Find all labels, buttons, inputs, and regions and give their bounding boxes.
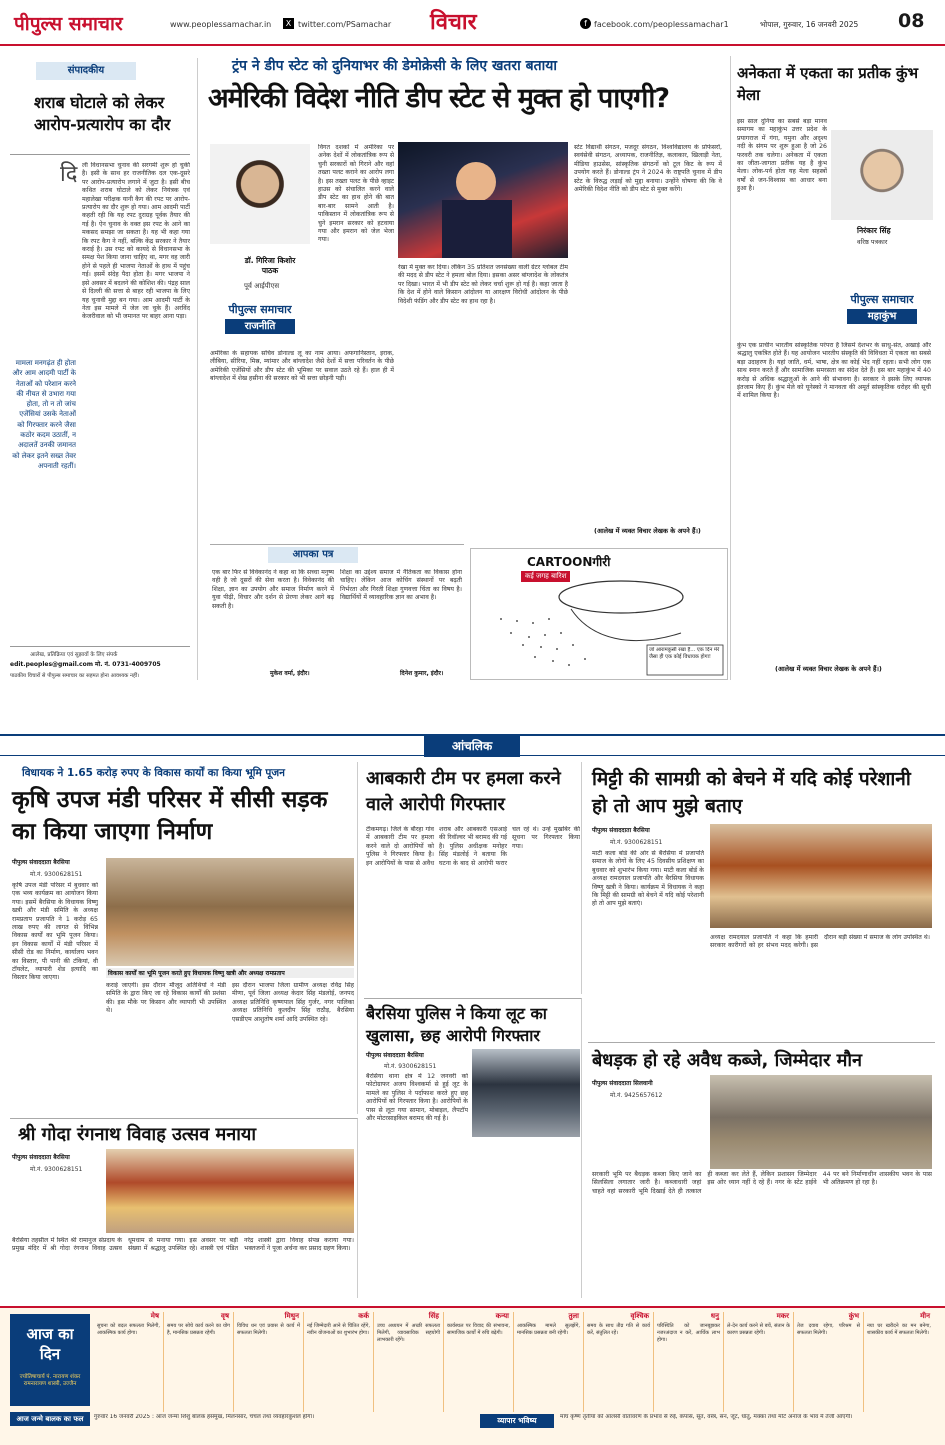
s4-body: माटी कला बोर्ड की ओर से बैरसिया में प्रजापति समाज के लोगों के लिए 45 दिवसीय प्रशिक्षण का बुधवार को शुभारंभ किया गया। माटी कला बोर्ड के अध्यक्ष रामदयाल प्रजापति और बैरसिया विधायक विष्णु खत्री ने किया। कार्यक्रम में विधायक ने कहा कि मिट्टी की सामग्री को बेचने में यदि कोई परेशानी हो तो आप मुझे बताएं। [592, 850, 704, 908]
letter-2: शिक्षा का उद्देश्य समाज में नैतिकता का विकास होना चाहिए। लेकिन आज कोचिंग संस्थानों पर बढ़ती निर्भरता और गिरती शिक्षा गुणवत्ता चिंता का विषय है। विद्यार्थियों में व्यावहारिक ज्ञान का अभाव है। [340, 569, 462, 602]
lead-col3-footer: (आलेख में व्यक्त विचार लेखक के अपने हैं।) [594, 527, 701, 535]
author-role: पूर्व आईपीएस [244, 282, 280, 290]
s4-headline: मिट्टी की सामग्री को बेचने में यदि कोई परेशानी हो तो आप मुझे बताए [592, 768, 911, 817]
vyapar-text: माघ कृष्ण तृतीया को आलसी वातावरण के प्रभाव से रुई, कपास, सूत, वस्त्र, सन, जूट, धातु, मक्का तथा मोटे अनाज के भाव में तेजी आएगी। [560, 1414, 853, 1420]
s2-headline: आबकारी टीम पर हमला करने वाले आरोपी गिरफ्तार [366, 768, 561, 815]
lead-kicker: ट्रंप ने डीप स्टेट को दुनियाभर की डेमोक्रेसी के लिए खतरा बताया [232, 58, 557, 74]
author-name: डॉ. गिरिजा किशोर पाठक [244, 256, 296, 275]
s6-byline: पीपुल्स संवाददाता बैरसिया [12, 1154, 70, 1161]
trump-photo [398, 142, 568, 258]
regional-banner-title: आंचलिक [424, 735, 520, 757]
rashi-cell-mithun [234, 1312, 304, 1412]
tag-logo: पीपुल्स समाचार [850, 293, 914, 306]
rashifal-title-box [10, 1314, 90, 1406]
rashi-text: तेज दवाब रहेगा, परिश्रम से सफलता मिलेगी। [797, 1323, 860, 1336]
editorial-title: शराब घोटाले को लेकर आरोप-प्रत्यारोप का दौर [34, 93, 171, 134]
drop-cap: दि [60, 162, 78, 187]
author-photo [210, 144, 310, 244]
rashi-name: कर्क [358, 1312, 369, 1320]
s1-kicker: विधायक ने 1.65 करोड़ रुपए के विकास कार्यों का किया भूमि पूजन [22, 767, 286, 779]
s6-headline: श्री गोदा रंगनाथ विवाह उत्सव मनाया [18, 1124, 257, 1145]
rashi-cell-vrish [164, 1312, 234, 1412]
rashi-text: समय पर सोचे कार्य करने का योग है, मानसिक प्रसन्नता रहेगी। [167, 1323, 230, 1336]
letter-2-sign: दिनेश कुमार, इंदौर। [400, 670, 444, 677]
s5-mob: मो.नं. 9425657612 [610, 1092, 663, 1099]
lead-col1b: अमेरिका के सहायक सचिव डोनाल्ड लू का नाम आया। अफगानिस्तान, इराक, लीबिया, सीरिया, मिस्र, म्यांमार और बांग्लादेश जैसे देशों में सत्ता परिवर्तन के पीछे अमेरिकी एजेंसियों और डीप स्टेट की भूमिका पर सवाल उठते रहे हैं। हाल ही में बांग्लादेश में शेख हसीना की सरकार को भी सत्ता छोड़नी पड़ी। [210, 350, 394, 383]
tag-logo: पीपुल्स समाचार [228, 303, 292, 316]
rashi-text: समय के साथ तीव्र गति से कार्य करें, संतुलित रहें। [587, 1323, 650, 1336]
cartoon-title: CARTOONगीरी [527, 555, 611, 569]
s4-body2: अध्यक्ष रामदयाल प्रजापति ने कहा कि हमारी सरकार कारीगरों को हर संभव मदद करेगी। इस दौरान बड़ी संख्या में समाज के लोग उपस्थित थे। [710, 934, 931, 950]
s6-photo [106, 1149, 354, 1233]
dateline: भोपाल, गुरुवार, 16 जनवरी 2025 [760, 20, 859, 29]
story-lut [364, 998, 582, 1298]
story-mitti [588, 762, 935, 1038]
facebook-icon: f [580, 18, 591, 29]
rashi-text: सुचना को बदल सफलता मिलेगी, आकस्मिक कार्य होगा। [97, 1323, 160, 1336]
rashi-cell-kark [304, 1312, 374, 1412]
s1-caption: विकास कार्यों का भूमि पूजन करते हुए विधायक विष्णु खत्री और अध्यक्ष रामप्रताप [106, 968, 354, 978]
editorial-label: संपादकीय [36, 62, 136, 80]
s1-body2: कराई जाएगी। इस दौरान मौजूद अतिथियों ने मंडी समिति के द्वारा किए जा रहे विकास कार्यों की प्रशंसा की। इस मौके पर किसान और व्यापारी भी उपस्थित थे। [106, 982, 226, 1015]
editorial-pullquote: मामला मनगढ़ंत ही होता और आम आदमी पार्टी के नेताओं को परेशान करने की नीयत से उभारा गया होता, तो न तो जांच एजेंसियां उसके नेताओं को गिरफ्तार करने जैसा कठोर कदम उठातीं, न अदालतें उनकी जमानत को लेकर इतने सख्त तेवर अपनाती रहतीं। [12, 359, 76, 470]
kumbh-author-role: वरिष्ठ पत्रकार [857, 238, 888, 246]
kumbh-author-name: निरंकार सिंह [857, 226, 891, 235]
rashi-text: नया घर खरीदने का मन बनेगा, शासकीय कार्य में सफलता मिलेगी। [867, 1323, 931, 1336]
page-number: 08 [898, 10, 925, 32]
rashi-name: कुंभ [848, 1312, 859, 1320]
story-avaidh-kabze [588, 1042, 935, 1298]
s4-byline: पीपुल्स संवाददाता बैरसिया [592, 827, 650, 834]
rashi-cell-dhanu [654, 1312, 724, 1412]
kumbh-body: कुंभ एक प्राचीन भारतीय सांस्कृतिक परंपरा है जिसमें देशभर के साधु-संत, अखाड़े और श्रद्धालु एकत्रित होते हैं। यह आयोजन भारतीय संस्कृति की विविधता में एकता का सबसे बड़ा उदाहरण है। यहां जाति, धर्म, भाषा, क्षेत्र का कोई भेद नहीं रहता। सभी लोग एक साथ स्नान करते हैं और सामाजिक समरसता का संदेश देते हैं। इस बार महाकुंभ में 40 करोड़ से अधिक श्रद्धालुओं के आने की संभावना है। सरकार ने इसके लिए व्यापक इंतजाम किए हैं। कुंभ मेले को यूनेस्को ने मानवता की अमूर्त सांस्कृतिक धरोहर की सूची में शामिल किया है। [737, 342, 931, 400]
s3-mob: मो.नं. 9300628151 [384, 1063, 437, 1070]
right-column [730, 56, 935, 680]
letter-1-sign: मुकेश वर्मा, इंदौर। [270, 670, 310, 677]
rashi-cell-kanya [444, 1312, 514, 1412]
editorial-column [10, 58, 198, 680]
rashi-name: मेष [150, 1312, 159, 1320]
vyapar-label: व्यापार भविष्य [480, 1414, 554, 1428]
s1-body3: इस दौरान भाजपा जिला ग्रामीण अध्यक्ष रविंद्र सिंह मीणा, पूर्व जिला अध्यक्ष केदार सिंह मंडलोई, जनपद अध्यक्ष प्रतिनिधि कृष्णपाल सिंह गुर्जर, नगर पालिका अध्यक्ष प्रतिनिधि कुलदीप सिंह राठौड़, बैरसिया एसडीएम आशुतोष शर्मा आदि उपस्थित रहे। [232, 982, 354, 1023]
rashi-cell-vrishchik [584, 1312, 654, 1412]
tag-label: राजनीति [225, 319, 295, 334]
s1-mob: मो.नं. 9300628151 [30, 871, 83, 878]
story-goda-ranganath [10, 1118, 358, 1298]
rashi-name: मिथुन [284, 1312, 299, 1320]
s6-mob: मो.नं. 9300628151 [30, 1166, 83, 1173]
cartoon-label: जो आरामकुर्सी रखा है... एक दिन मेरे जैसा ही एक कोई विधायक होगा! [649, 647, 720, 660]
s3-body: बैरसिया थाना क्षेत्र में 12 जनवरी को फोटोग्राफर अजय विश्वकर्मा से हुई लूट के मामले का पुलिस ने पर्दाफाश करते हुए छह आरोपियों को गिरफ्तार किया है। आरोपियों के पास से लूटा गया सामान, मोबाइल, लैपटॉप और मोटरसाइकिल बरामद की गई है। [366, 1073, 468, 1123]
s3-headline: बैरसिया पुलिस ने किया लूट का खुलासा, छह आरोपी गिरफ्तार [366, 1004, 547, 1045]
rashi-name: सिंह [428, 1312, 439, 1320]
birthday-label: आज जन्मे बालक का फल [10, 1412, 90, 1426]
s1-byline: पीपुल्स संवाददाता बैरसिया [12, 859, 70, 866]
rashi-name: मीन [920, 1312, 930, 1320]
rashi-text: उच्च अध्ययन में अच्छी सफलता मिलेगी, व्यावसायिक सहयोगी लाभकारी रहेंगे। [377, 1323, 440, 1343]
rashi-row [94, 1312, 936, 1412]
editorial-body: ली विधानसभा चुनाव की सरगर्मी शुरू हो चुकी है। इसी के साथ हर राजनीतिक दल एक-दूसरे पर आरोप-प्रत्यारोप लगाने में जुटा है। इसी बीच कथित शराब घोटाले को लेकर नियंत्रक एवं महालेखा परीक्षक यानी कैग की रपट पर आरोप-प्रत्यारोप का दौर शुरू हो गया। आम आदमी पार्टी कहती रही कि यह रपट दुराग्रह पूर्वक तैयार की गई है। ऐन चुनाव के वक्त इस रपट के आने का मकसद समझा जा सकता है। यह भी कहा गया कि रपट कैग ने नहीं, बल्कि केंद्र सरकार ने तैयार कराई है। उस रपट को कायदे से विधानसभा के समक्ष पेश किया जाना चाहिए था, मगर वह जारी होने से पहले ही भाजपा नेताओं के हाथ में पहुंच गई। इसमें संदेह पैदा होता है। मगर भाजपा ने इसे अवसर में बदलने की कोशिश की। पंद्रह साल से दिल्ली की सत्ता से बाहर रही भाजपा के लिए यह चुनावी मुद्दा बन गया। आम आदमी पार्टी के नेता इस मामले में जेल जा चुके हैं। अरविंद केजरीवाल को भी जमानत पर बाहर आना पड़ा। [82, 162, 190, 321]
rashi-name: धनु [710, 1312, 719, 1320]
rashi-text: कार्यस्थल पर विवाद की संभावना, सामाजिक कार्यों में रुचि बढ़ेगी। [447, 1323, 510, 1336]
cartoon-box [470, 548, 728, 680]
regional-banner [0, 734, 945, 756]
rashi-cell-kumbh [794, 1312, 864, 1412]
rashi-name: वृश्चिक [630, 1312, 649, 1320]
rashi-cell-makar [724, 1312, 794, 1412]
rashi-cell-singh [374, 1312, 444, 1412]
twitter-link[interactable]: twitter.com/PSamachar [298, 20, 392, 29]
editorial-disclaimer: पाठकीय विचारों से पीपुल्स समाचार का सहमत होना आवश्यक नहीं। [10, 673, 140, 679]
tag-label: महाकुंभ [847, 309, 917, 324]
letters-box [210, 544, 464, 684]
kumbh-author-photo [831, 130, 933, 220]
story-abkari [364, 762, 582, 994]
kumbh-footer: (आलेख में व्यक्त विचार लेखक के अपने हैं।) [775, 665, 882, 673]
rashi-text: परिस्थिति को जानबूझकर नजरअंदाज न करें, आर्थिक लाभ होगा। [657, 1323, 720, 1343]
story-krishi [10, 762, 358, 1114]
editorial-email[interactable]: edit.peoples@gmail.com मो. नं. 0731-4009705 [10, 661, 161, 668]
masthead [0, 0, 945, 46]
rashifal-astrologer: ज्योतिषाचार्य पं. नारायण शंकर रामनारायण शास्त्री, उज्जैन [19, 1374, 81, 1387]
s4-mob: मो.नं. 9300628151 [610, 839, 663, 846]
rashi-text: आकस्मिक मामले सुलझेंगे, मानसिक प्रसन्नता बनी रहेगी। [517, 1323, 580, 1336]
kumbh-intro: इस साल दुनिया का सबसे बड़ा मानव समागम का महाकुंभ उत्तर प्रदेश के प्रयागराज में गंगा, यमुना और अदृश्य नदी के संगम पर शुरू हुआ है जो 26 फरवरी तक चलेगा। अनेकता में एकता का जीता-जागता प्रतीक यह है कुंभ मेला। लोक-पर्व होता यह मेला सहस्त्रों वर्षों से जन-विश्वास का आधार बना हुआ है। [737, 118, 827, 193]
x-icon: X [283, 18, 294, 29]
s4-photo [710, 824, 932, 928]
website-link[interactable]: www.peoplessamachar.in [170, 20, 272, 29]
s1-headline: कृषि उपज मंडी परिसर में सीसी सड़क का किया जाएगा निर्माण [12, 787, 328, 845]
kumbh-section-tag [829, 292, 935, 324]
s5-body: सरकारी भूमि पर बैधड़क कब्जा किए जाने का सिलसिला लगातार जारी है। कब्जाधारी जहां चाहते वहां सरकारी भूमि दिखाई देते ही तत्काल ही कब्जा कर लेते हैं, लेकिन प्रशासन जिम्मेदार इस ओर ध्यान नहीं दे रहे हैं। नगर के स्टेट हाईवे 44 पर बने निर्माणाधीन शासकीय भवन के पास भी अतिक्रमण हो रहा है। [592, 1171, 932, 1195]
section-title: विचार [430, 10, 477, 35]
lead-section-tag [210, 302, 310, 342]
s5-byline: पीपुल्स संवाददाता सिलवानी [592, 1080, 653, 1087]
rashi-cell-mesh [94, 1312, 164, 1412]
lead-col1: विगत दशकों में अमेरिका पर अनेक देशों में लोकतांत्रिक रूप से चुनी सरकारों को गिराने और वहां तख्ता पलट कराने का आरोप लगा है। इस तख्ता पलट के पीछे व्हाइट हाउस को संचालित करने वाले डीप स्टेट का हाथ होने की बात बार-बार सामने आती है। पाकिस्तान में लोकतांत्रिक रूप से चुने इमरान सरकार को हटवाया गया और इमरान को जेल भेजा गया। [318, 144, 394, 244]
newspaper-logo[interactable]: पीपुल्स समाचार [14, 13, 123, 35]
letters-title: आपका पत्र [268, 547, 358, 563]
rashi-text: विविध धन एवं प्रयास से कार्य में सफलता मिलेगी। [237, 1323, 300, 1336]
rashi-text: नई जिम्मेदारी आने से चिंतित रहेंगे, नवीन योजनाओं का शुभारंभ होगा। [307, 1323, 370, 1336]
s6-body: बैरसिया तहसील में स्थित श्री रामानुज संप्रदाय के प्रमुख मंदिर में श्री गोदा रंगनाथ विवाह उत्सव धूमधाम से मनाया गया। इस अवसर पर बड़ी संख्या में श्रद्धालु उपस्थित रहे। शास्त्री एवं पंडित नरेंद्र शास्त्री द्वारा विवाह संपन्न कराया गया। भक्तजनों ने पूजा अर्चना कर प्रसाद ग्रहण किया। [12, 1237, 354, 1253]
rashi-cell-meen [864, 1312, 934, 1412]
rashi-name: वृष [221, 1312, 229, 1320]
birthday-text: गुरुवार 16 जनवरी 2025 : आज जन्मा शिशु बालक हंसमुख, मिलनसार, चंचल तथा व्यवहारकुशल होगा। [94, 1414, 315, 1420]
rashi-name: मकर [776, 1312, 789, 1320]
s5-headline: बेधड़क हो रहे अवैध कब्जे, जिम्मेदार मौन [592, 1050, 863, 1071]
lead-col2: रेखा में मुक्त कर दिया। लेकिन 35 प्रतिशत जनसंख्या वाली ग्रेटर ग्लोबल टीम की मदद से डीप स्टेट ने हमला बोल दिया। इसका असर बांग्लादेश के लोकतंत्र पर दिखा। भारत में भी डीप स्टेट को लेकर चर्चा शुरू हो गई है। कहा जाता है कि देश में होने वाले किसान आंदोलन या आरक्षण विरोधी आंदोलन के पीछे विदेशी फंडिंग और डीप स्टेट का हाथ रहा है। [398, 264, 568, 305]
rashifal-strip [0, 1306, 945, 1445]
letter-1: एक बार फिर से विवेकानंद ने कहा था कि सच्चा मनुष्य वही है जो दूसरों की सेवा करता है। विवेकानंद की शिक्षा, ज्ञान का उपयोग और समाज निर्माण करने में युवा पीढ़ी, विचार और दर्शन से प्रेरणा लेकर आगे बढ़ सकती है। [212, 569, 334, 610]
rashi-name: तुला [568, 1312, 579, 1320]
s2-body: टीकमगढ़। जिले के बौरहा गांव में आबकारी टीम पर हमला करने वाले दो आरोपियों को पुलिस ने गिरफ्तार किया है। इन आरोपियों के पास से अवैध शराब और आबकारी एसआई की रिवॉल्वर भी बरामद की गई है। पुलिस अधीक्षक मनोहर सिंह मंडलोई ने बताया कि घटना के बाद से आरोपी फरार चल रहे थे। उन्हें मुखबिर की सूचना पर गिरफ्तार किया गया। [366, 826, 580, 867]
s3-byline: पीपुल्स संवाददाता बैरसिया [366, 1052, 424, 1059]
lead-headline: अमेरिकी विदेश नीति डीप स्टेट से मुक्त हो पाएगी? [208, 83, 669, 114]
cartoon-caption: कई जगह बारिश [521, 571, 570, 582]
s1-body: कृषि उपज मंडी परिसर में बुधवार को एक भव्य कार्यक्रम का आयोजन किया गया। इसमें बैरसिया के विधायक विष्णु खत्री और मंडी समिति के अध्यक्ष रामप्रताप प्रजापति ने 1 करोड़ 65 लाख रुपए की लागत से विभिन्न विकास कार्यों का भूमि पूजन किया। इन विकास कार्यों में मंडी परिसर में सीसी रोड का निर्माण, कार्यालय भवन का विस्तार, पी पानी की टंकियां, वी टॉयलेट, व्यापारी शेड इत्यादि का विस्तार किया जाएगा। [12, 882, 98, 982]
kumbh-headline: अनेकता में एकता का प्रतीक कुंभ मेला [737, 64, 919, 104]
s3-photo [472, 1049, 580, 1137]
rashi-text: ले-देन कार्य करने से बचें, संतान के कारण प्रसन्नता रहेगी। [727, 1323, 790, 1336]
rashifal-title: आज का दिन [26, 1325, 74, 1363]
rashi-name: कन्या [495, 1312, 509, 1320]
rashi-cell-tula [514, 1312, 584, 1412]
facebook-link[interactable]: facebook.com/peoplessamachar1 [594, 20, 729, 29]
s1-photo [106, 858, 354, 966]
lead-col3: स्टेट विद्यार्थी संगठन, मजदूर संगठन, विश्वविद्यालय के प्रोफेसरों, स्वयंसेवी संगठन, अध्यापक, राजनीतिज्ञ, कलाकार, खिलाड़ी नेता, मीडिया हाउसेस, सांस्कृतिक संगठनों को टूल किट के रूप में उपयोग करते हैं। डोनाल्ड ट्रंप ने 2024 के राष्ट्रपति चुनाव में डीप स्टेट के विरुद्ध लड़ाई को मुद्दा बनाया। उन्होंने घोषणा की कि वे अमेरिकी विदेश नीति को डीप स्टेट से मुक्त करेंगे। [574, 144, 722, 194]
editorial-footer-1: आलेख, प्रतिक्रिया एवं सुझावों के लिए संपर्क [30, 652, 118, 658]
